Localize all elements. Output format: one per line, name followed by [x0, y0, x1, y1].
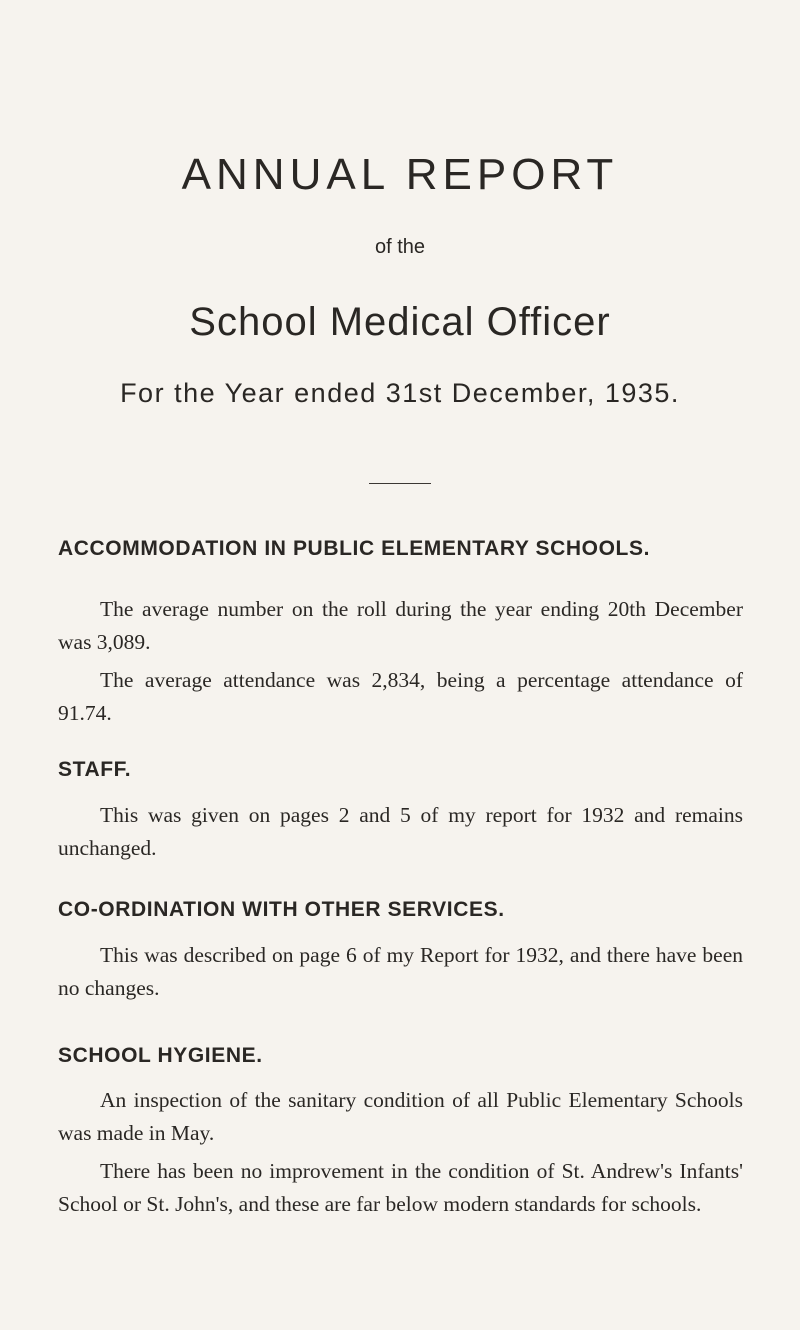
paragraph-inspection: An inspection of the sanitary condition of all Public Elementary Schools was made in May. [58, 1088, 743, 1145]
officer-title: School Medical Officer [189, 300, 611, 344]
report-title: ANNUAL REPORT [181, 150, 619, 199]
paragraph-improvement: There has been no improvement in the condition of St. Andrew's Infants' School or St. John's, and these are far below modern standards for schools. [58, 1159, 743, 1216]
divider-rule [369, 483, 431, 484]
report-subtitle: of the [374, 236, 426, 258]
year-line: For the Year ended 31st December, 1935. [120, 378, 680, 408]
paragraph-roll: The average number on the roll during the year ending 20th December was 3,089. [58, 597, 743, 654]
paragraph-staff: This was given on pages 2 and 5 of my report for 1932 and remains unchanged. [58, 803, 743, 860]
heading-accommodation: ACCOMMODATION IN PUBLIC ELEMENTARY SCHOOLS. [58, 537, 651, 560]
heading-coordination: CO-ORDINATION WITH OTHER SERVICES. [58, 898, 505, 921]
paragraph-coordination: This was described on page 6 of my Report for 1932, and there have been no changes. [58, 943, 743, 1000]
heading-hygiene: SCHOOL HYGIENE. [58, 1044, 263, 1067]
heading-staff: STAFF. [58, 758, 132, 781]
paragraph-attendance: The average attendance was 2,834, being a percentage attendance of 91.74. [58, 668, 743, 725]
